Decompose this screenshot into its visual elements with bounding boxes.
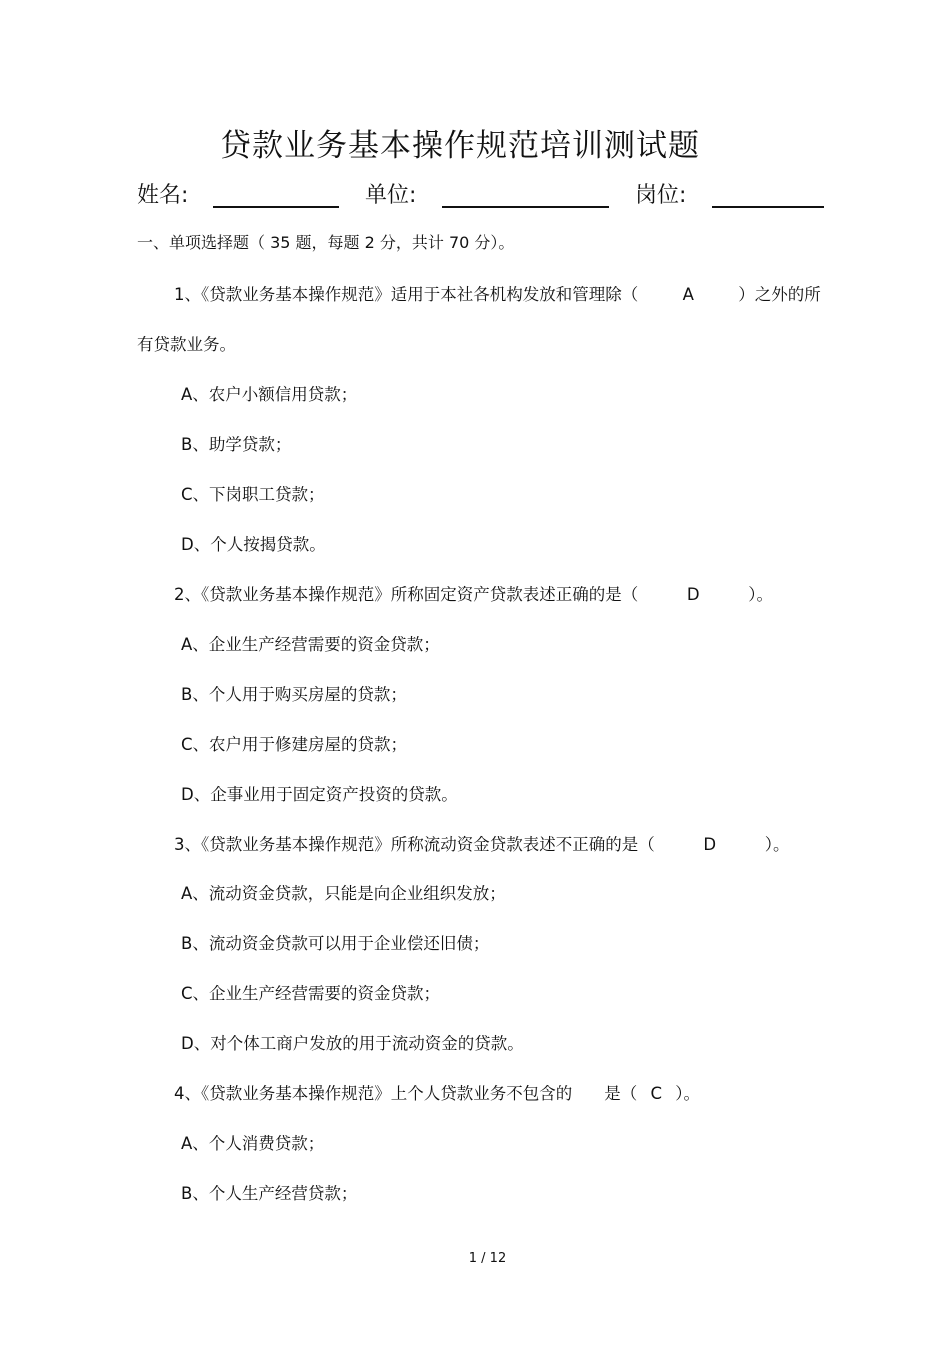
question-text: 3、《贷款业务基本操作规范》所称流动资金贷款表述不正确的是（ bbox=[174, 835, 655, 854]
option: D、对个体工商户发放的用于流动资金的贷款。 bbox=[181, 1034, 524, 1053]
question-text: ）。 bbox=[748, 585, 773, 604]
option: A、农户小额信用贷款； bbox=[181, 385, 358, 404]
question-text: ）。 bbox=[764, 835, 790, 854]
question-text: ）。 bbox=[675, 1084, 700, 1103]
option: B、助学贷款； bbox=[181, 435, 292, 454]
option: C、企业生产经营需要的资金贷款； bbox=[181, 984, 441, 1003]
answer: A bbox=[682, 285, 694, 304]
question-3 bbox=[174, 831, 790, 855]
option: C、农户用于修建房屋的贷款； bbox=[181, 735, 408, 754]
answer: C bbox=[650, 1084, 663, 1103]
option: B、流动资金贷款可以用于企业偿还旧债； bbox=[181, 934, 490, 953]
option: A、个人消费贷款； bbox=[181, 1134, 325, 1153]
document-title: 贷款业务基本操作规范培训测试题 bbox=[220, 128, 700, 164]
option: B、个人生产经营贷款； bbox=[181, 1184, 358, 1203]
question-text: 4、《贷款业务基本操作规范》上个人贷款业务不包含的 bbox=[174, 1084, 573, 1103]
question-text: 1、《贷款业务基本操作规范》适用于本社各机构发放和管理除（ bbox=[174, 285, 639, 304]
option: C、下岗职工贷款； bbox=[181, 485, 325, 504]
section-heading: 一、单项选择题（ 35 题，每题 2 分，共计 70 分）。 bbox=[137, 233, 515, 252]
page-number: 1 / 12 bbox=[468, 1251, 507, 1266]
option: B、个人用于购买房屋的贷款； bbox=[181, 685, 407, 704]
post-blank[interactable] bbox=[712, 206, 824, 208]
unit-blank[interactable] bbox=[442, 206, 609, 208]
question-text: 2、《贷款业务基本操作规范》所称固定资产贷款表述正确的是（ bbox=[174, 585, 639, 604]
question-text: 是（ bbox=[604, 1084, 638, 1103]
unit-label: 单位: bbox=[365, 183, 417, 208]
question-text: ）之外的所 bbox=[738, 285, 821, 304]
answer: D bbox=[703, 835, 717, 854]
option: D、个人按揭贷款。 bbox=[181, 535, 326, 554]
question-1-continued: 有贷款业务。 bbox=[137, 335, 236, 354]
question-1 bbox=[174, 281, 821, 305]
answer: D bbox=[686, 585, 700, 604]
question-2 bbox=[174, 581, 773, 605]
question-4 bbox=[174, 1080, 700, 1104]
option: A、企业生产经营需要的资金贷款； bbox=[181, 635, 440, 654]
respondent-info bbox=[137, 178, 837, 212]
name-blank[interactable] bbox=[213, 206, 339, 208]
option: D、企事业用于固定资产投资的贷款。 bbox=[181, 785, 458, 804]
name-label: 姓名: bbox=[137, 183, 189, 208]
option: A、流动资金贷款，只能是向企业组织发放； bbox=[181, 884, 506, 903]
post-label: 岗位: bbox=[635, 183, 687, 208]
